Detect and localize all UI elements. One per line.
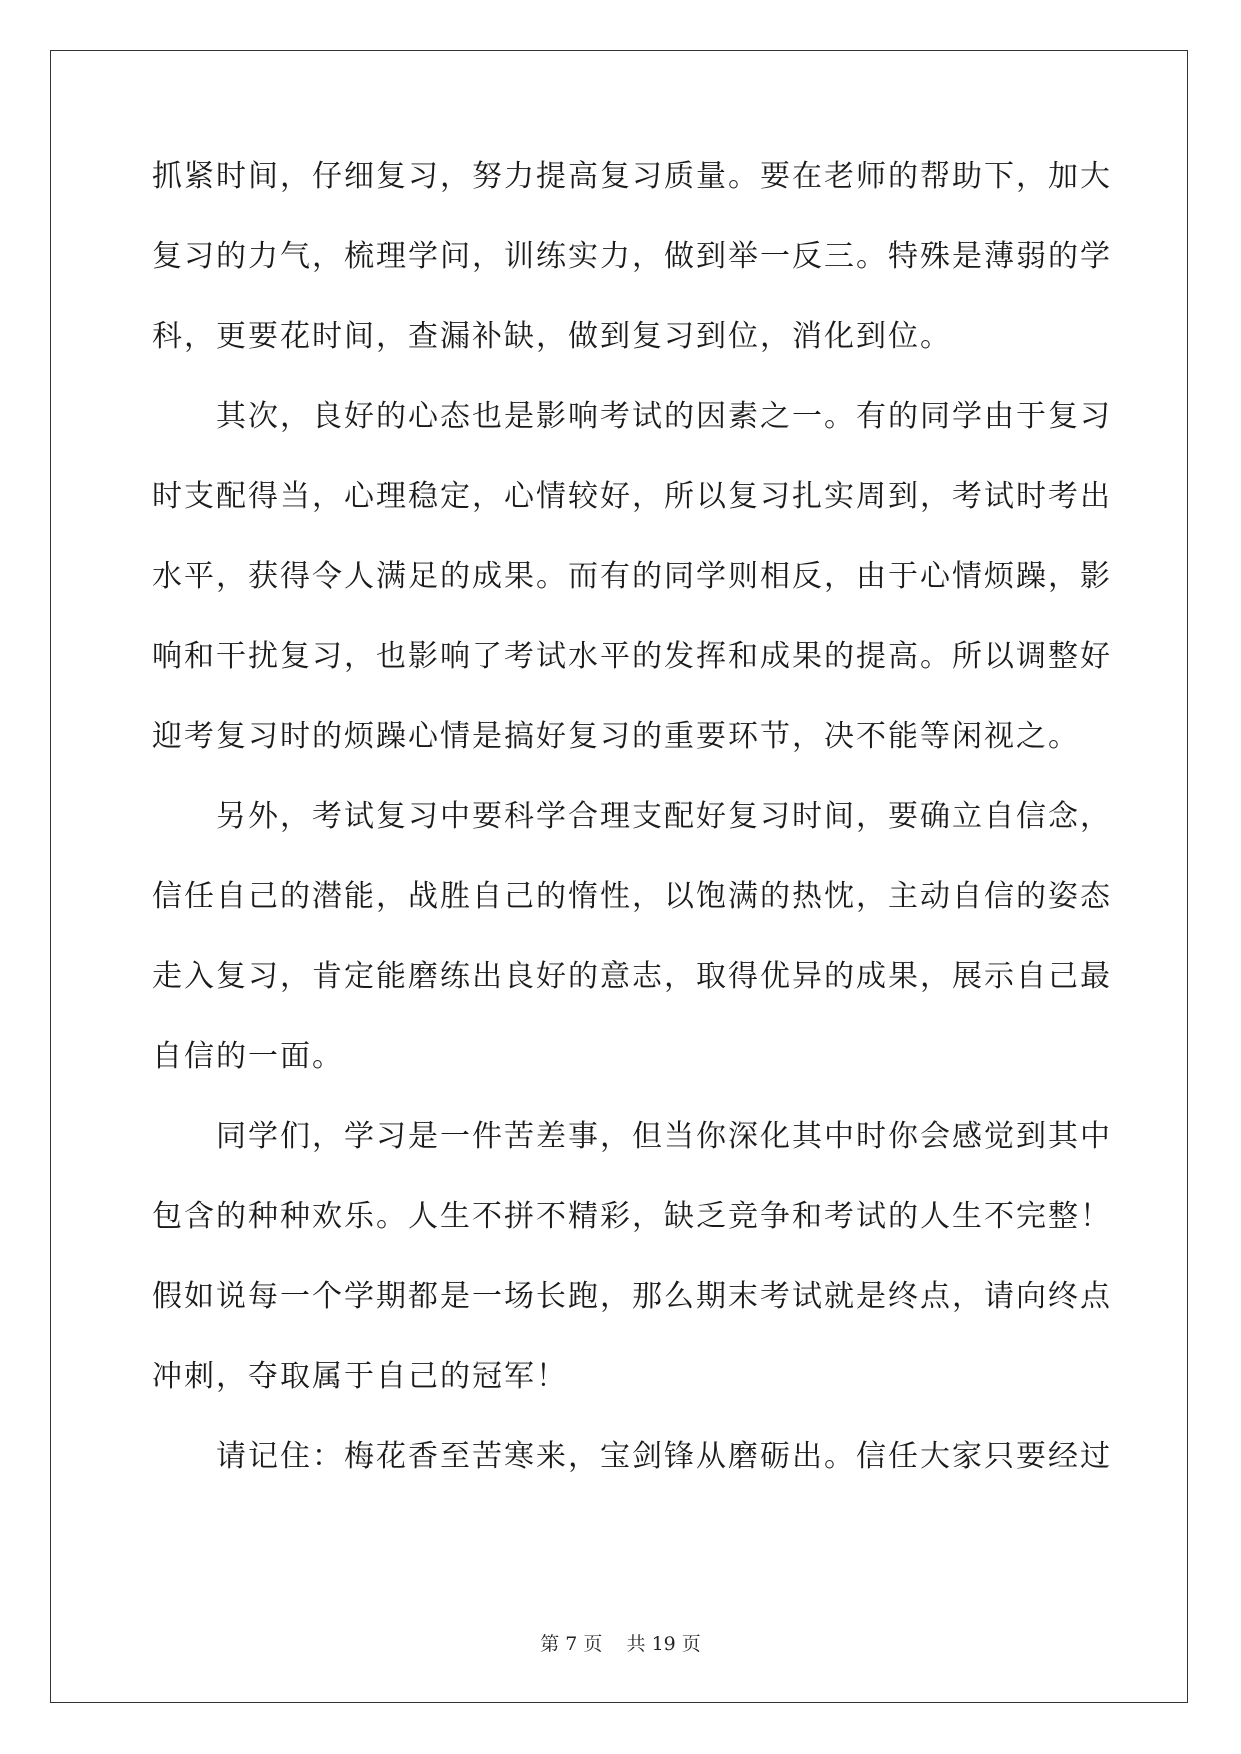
- page-footer: [0, 1635, 1241, 1654]
- text-line: 包含的种种欢乐。人生不拼不精彩，缺乏竞争和考试的人生不完整！: [152, 1199, 1112, 1234]
- text-line: 复习的力气，梳理学问，训练实力，做到举一反三。特殊是薄弱的学: [152, 239, 1112, 274]
- text-line: 走入复习，肯定能磨练出良好的意志，取得优异的成果，展示自己最: [152, 959, 1112, 994]
- text-line: 冲刺，夺取属于自己的冠军！: [152, 1359, 568, 1394]
- text-line: 请记住：梅花香至苦寒来，宝剑锋从磨砺出。信任大家只要经过: [216, 1439, 1112, 1474]
- text-line: 水平，获得令人满足的成果。而有的同学则相反，由于心情烦躁，影: [152, 559, 1112, 594]
- text-line: 其次，良好的心态也是影响考试的因素之一。有的同学由于复习: [216, 399, 1112, 434]
- text-line: 迎考复习时的烦躁心情是搞好复习的重要环节，决不能等闲视之。: [152, 719, 1080, 754]
- page-total: 共 19 页: [626, 1633, 701, 1655]
- text-line: 科，更要花时间，查漏补缺，做到复习到位，消化到位。: [152, 319, 952, 354]
- text-line: 假如说每一个学期都是一场长跑，那么期末考试就是终点，请向终点: [152, 1279, 1112, 1314]
- document-body: [152, 159, 1112, 1522]
- text-line: 时支配得当，心理稳定，心情较好，所以复习扎实周到，考试时考出: [152, 479, 1112, 514]
- text-line: 信任自己的潜能，战胜自己的惰性，以饱满的热忱，主动自信的姿态: [152, 879, 1112, 914]
- text-line: 抓紧时间，仔细复习，努力提高复习质量。要在老师的帮助下，加大: [152, 159, 1112, 194]
- text-line: 响和干扰复习，也影响了考试水平的发挥和成果的提高。所以调整好: [152, 639, 1112, 674]
- text-line: 另外，考试复习中要科学合理支配好复习时间，要确立自信念，: [216, 799, 1112, 834]
- text-line: 自信的一面。: [152, 1039, 344, 1074]
- text-line: 同学们，学习是一件苦差事，但当你深化其中时你会感觉到其中: [216, 1119, 1112, 1154]
- page-number: 第 7 页: [540, 1633, 603, 1655]
